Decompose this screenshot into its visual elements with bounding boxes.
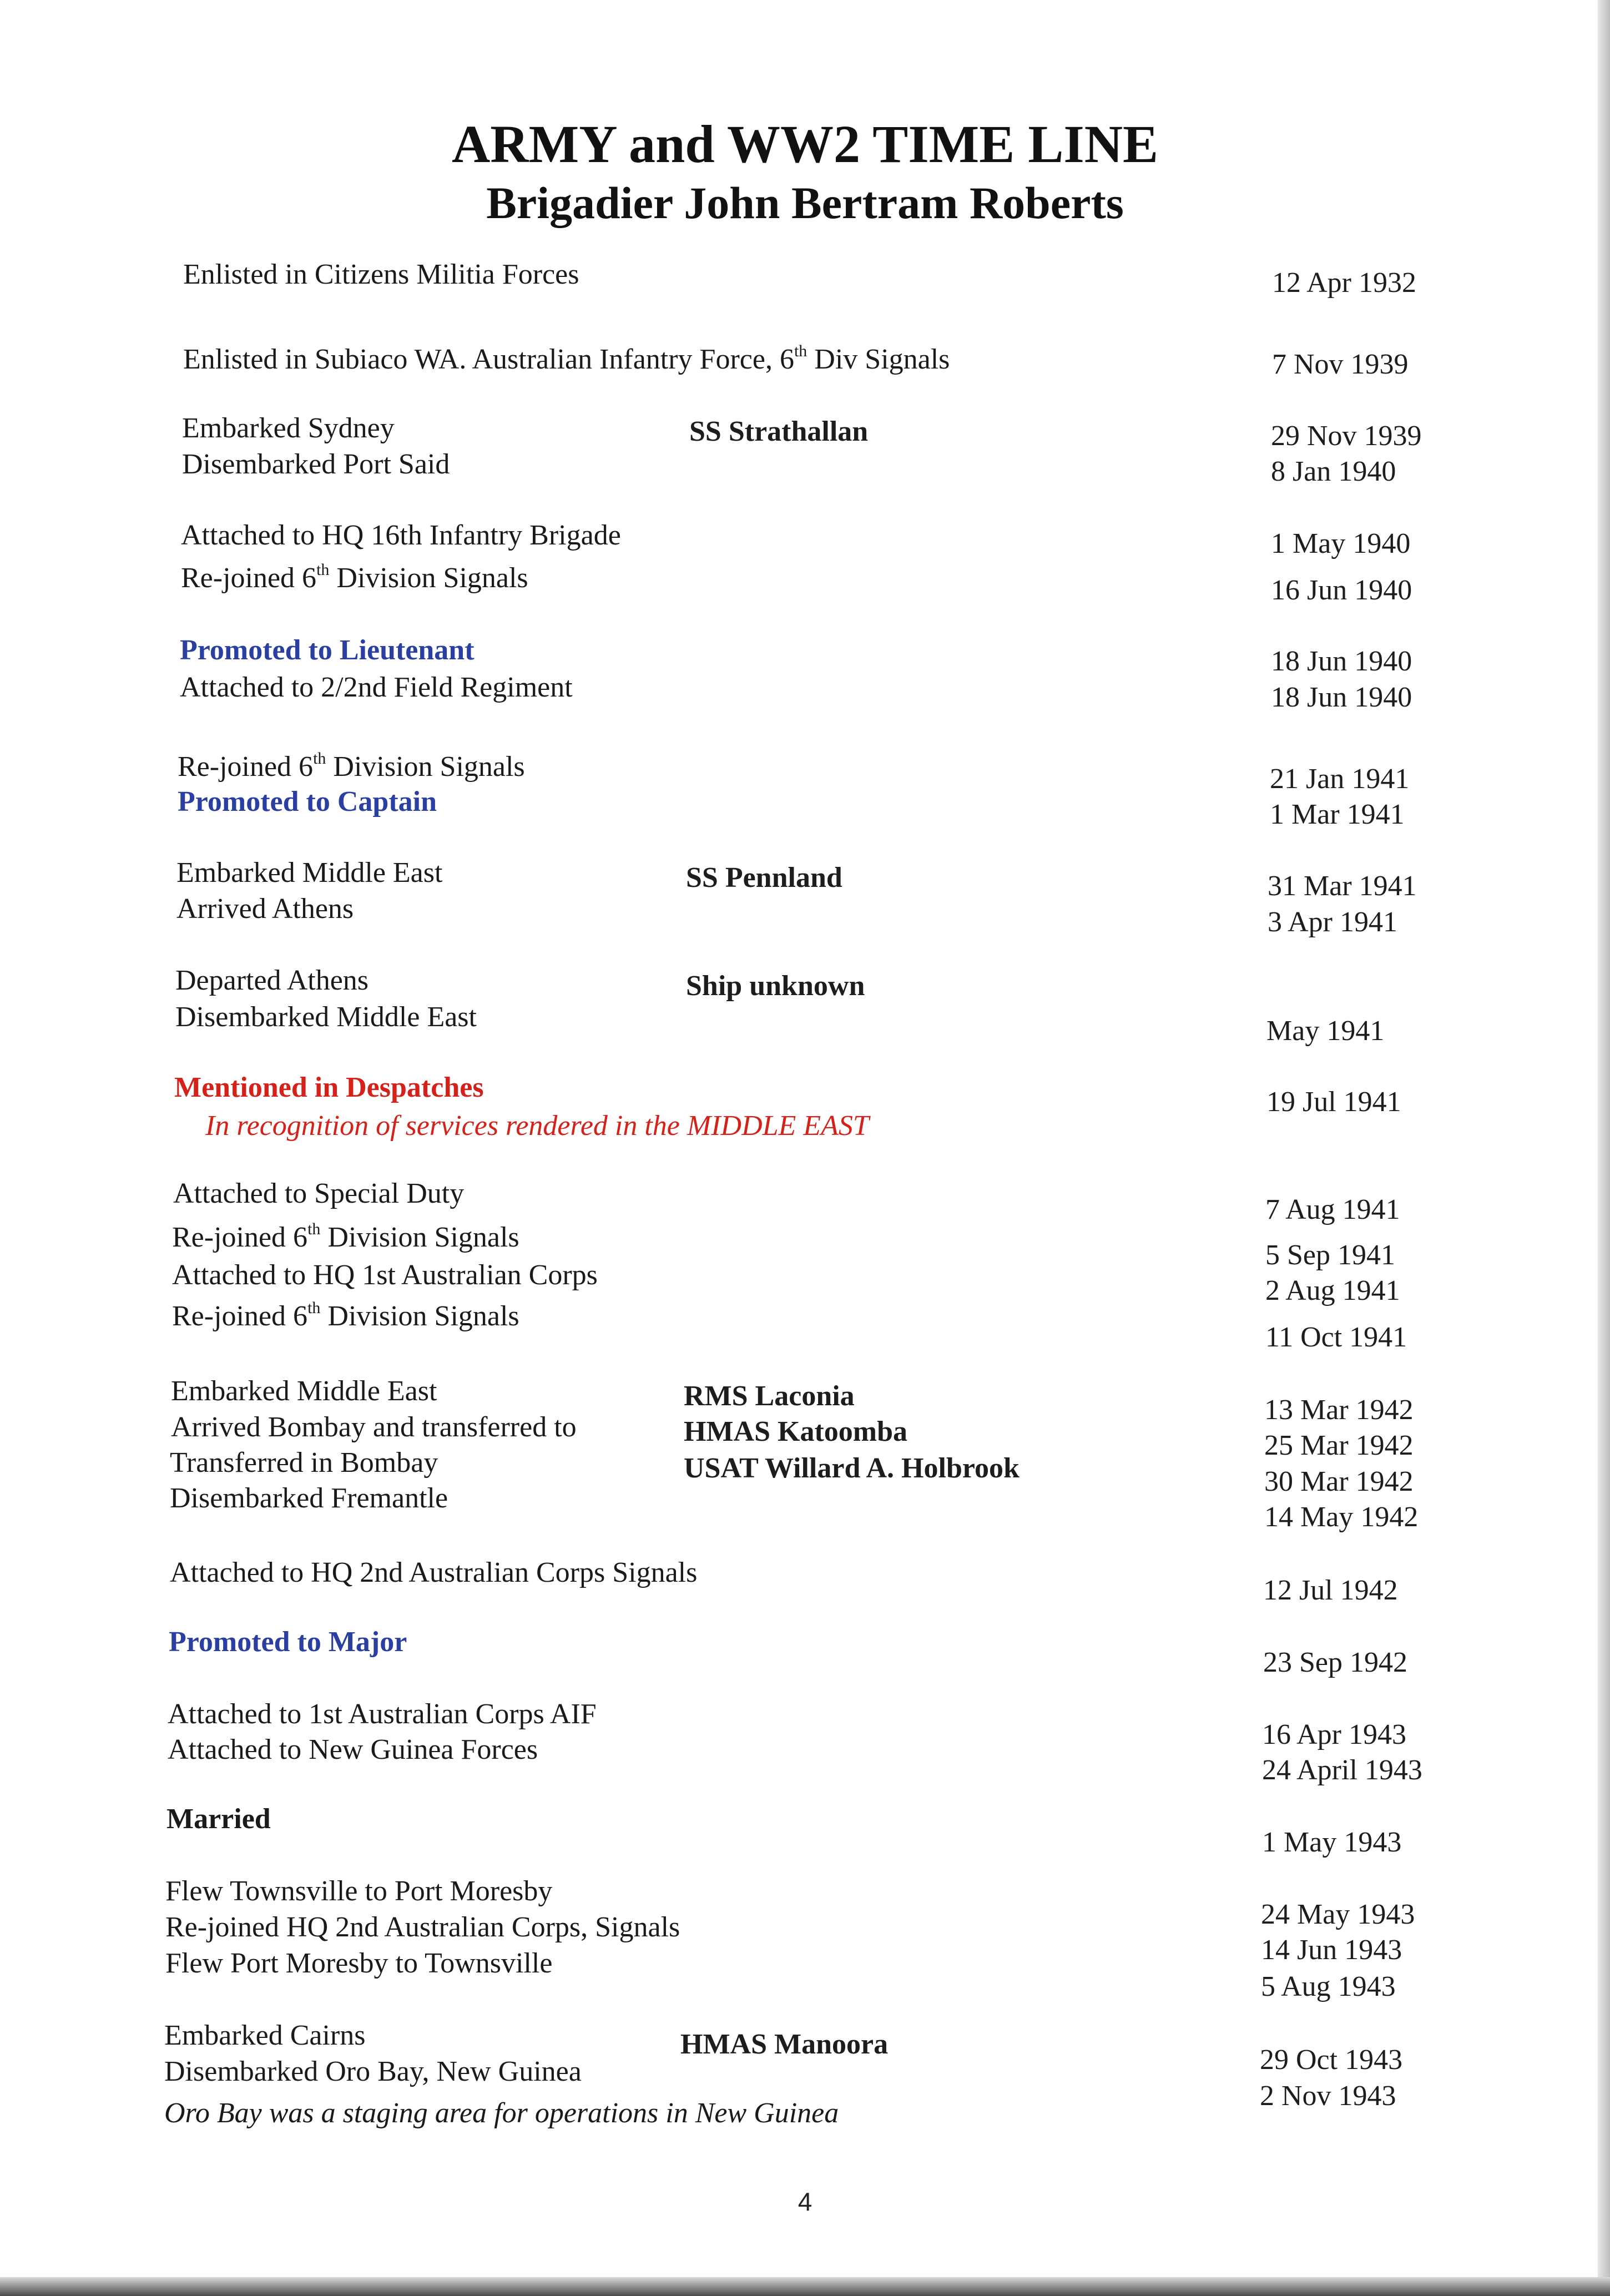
entry-text: Re-joined HQ 2nd Australian Corps, Signals [165,1911,680,1943]
entry-date: 2 Aug 1941 [1265,1275,1400,1306]
entry-text: Attached to Special Duty [173,1178,465,1209]
entry-date: 1 May 1943 [1262,1826,1402,1858]
entry-date: 21 Jan 1941 [1270,763,1410,795]
honour-entry: Mentioned in Despatches [174,1072,484,1103]
entry-text: Attached to HQ 1st Australian Corps [172,1259,598,1291]
vessel-name: RMS Laconia [684,1380,855,1412]
entry-text: Re-joined 6th Division Signals [181,561,528,594]
vessel-name: HMAS Katoomba [684,1416,907,1447]
entry-text: Flew Port Moresby to Townsville [165,1947,553,1979]
vessel-name: HMAS Manoora [680,2028,889,2060]
promotion-entry: Promoted to Major [169,1626,407,1658]
vessel-name: Ship unknown [686,970,865,1002]
entry-date: 24 April 1943 [1262,1754,1422,1786]
page-title: ARMY and WW2 TIME LINE [451,114,1159,174]
entry-text: Disembarked Fremantle [170,1482,448,1514]
entry-date: 18 Jun 1940 [1271,682,1412,713]
page-bottom-shadow [0,2277,1610,2296]
vessel-name: USAT Willard A. Holbrook [684,1452,1020,1484]
entry-text: Re-joined 6th Division Signals [172,1299,519,1332]
entry-text: Married [166,1803,271,1835]
page-edge-shadow [1598,0,1610,2296]
entry-text: Arrived Bombay and transferred to [171,1411,577,1443]
entry-text: Attached to New Guinea Forces [168,1734,538,1765]
entry-date: 8 Jan 1940 [1271,456,1396,487]
entry-text: Arrived Athens [176,893,354,925]
entry-date: 29 Nov 1939 [1271,420,1422,452]
page-number: 4 [798,2187,812,2216]
entry-text: Attached to HQ 16th Infantry Brigade [181,519,621,551]
entry-date: 1 Mar 1941 [1270,799,1405,830]
page-subtitle: Brigadier John Bertram Roberts [486,178,1124,228]
entry-text: Re-joined 6th Division Signals [178,749,525,783]
entry-text: Attached to 2/2nd Field Regiment [180,672,573,703]
promotion-entry: Promoted to Captain [178,786,437,818]
entry-text: Enlisted in Subiaco WA. Australian Infantry Force, 6th Div Signals [183,342,950,375]
entry-date: 5 Aug 1943 [1261,1971,1396,2002]
entry-date: 14 May 1942 [1264,1501,1419,1533]
entry-text: Embarked Middle East [176,857,443,889]
entry-text: Disembarked Middle East [175,1001,477,1033]
entry-date: 12 Apr 1932 [1272,267,1416,299]
entry-text: Flew Townsville to Port Moresby [165,1875,553,1907]
entry-text: Embarked Middle East [171,1375,437,1407]
honour-citation: In recognition of services rendered in the MIDDLE EAST [205,1110,869,1142]
entry-date: 31 Mar 1941 [1268,870,1417,902]
vessel-name: SS Strathallan [689,416,869,447]
entry-date: 30 Mar 1942 [1264,1466,1414,1497]
entry-date: 7 Nov 1939 [1272,349,1409,380]
entry-date: 24 May 1943 [1261,1899,1415,1930]
promotion-entry: Promoted to Lieutenant [180,634,475,666]
entry-text: Embarked Sydney [182,412,395,444]
entry-text: Attached to 1st Australian Corps AIF [168,1698,597,1730]
entry-text: Attached to HQ 2nd Australian Corps Signals [170,1557,698,1588]
entry-text: Disembarked Port Said [182,448,450,480]
entry-date: 29 Oct 1943 [1260,2044,1403,2076]
entry-text: Transferred in Bombay [170,1447,438,1478]
entry-date: 19 Jul 1941 [1266,1086,1401,1118]
entry-date: 16 Apr 1943 [1262,1719,1406,1750]
entry-date: 14 Jun 1943 [1261,1934,1402,1966]
entry-text: Enlisted in Citizens Militia Forces [183,259,579,290]
entry-date: 5 Sep 1941 [1265,1239,1395,1271]
vessel-name: SS Pennland [686,862,842,894]
entry-date: 16 Jun 1940 [1271,574,1412,606]
entry-date: 12 Jul 1942 [1263,1575,1398,1606]
entry-date: 7 Aug 1941 [1265,1194,1400,1225]
entry-date: 11 Oct 1941 [1265,1321,1407,1353]
entry-text: Embarked Cairns [164,2020,366,2051]
entry-date: 18 Jun 1940 [1271,645,1412,677]
entry-date: 23 Sep 1942 [1263,1647,1407,1678]
entry-date: 25 Mar 1942 [1264,1430,1414,1461]
entry-date: 13 Mar 1942 [1264,1394,1414,1426]
entry-text: Disembarked Oro Bay, New Guinea [164,2056,582,2087]
entry-date: May 1941 [1266,1015,1385,1047]
entry-date: 1 May 1940 [1271,528,1411,559]
entry-note: Oro Bay was a staging area for operations in New Guinea [164,2097,839,2129]
entry-date: 3 Apr 1941 [1268,906,1397,938]
entry-text: Re-joined 6th Division Signals [172,1220,519,1253]
entry-date: 2 Nov 1943 [1260,2080,1396,2112]
entry-text: Departed Athens [175,965,369,996]
